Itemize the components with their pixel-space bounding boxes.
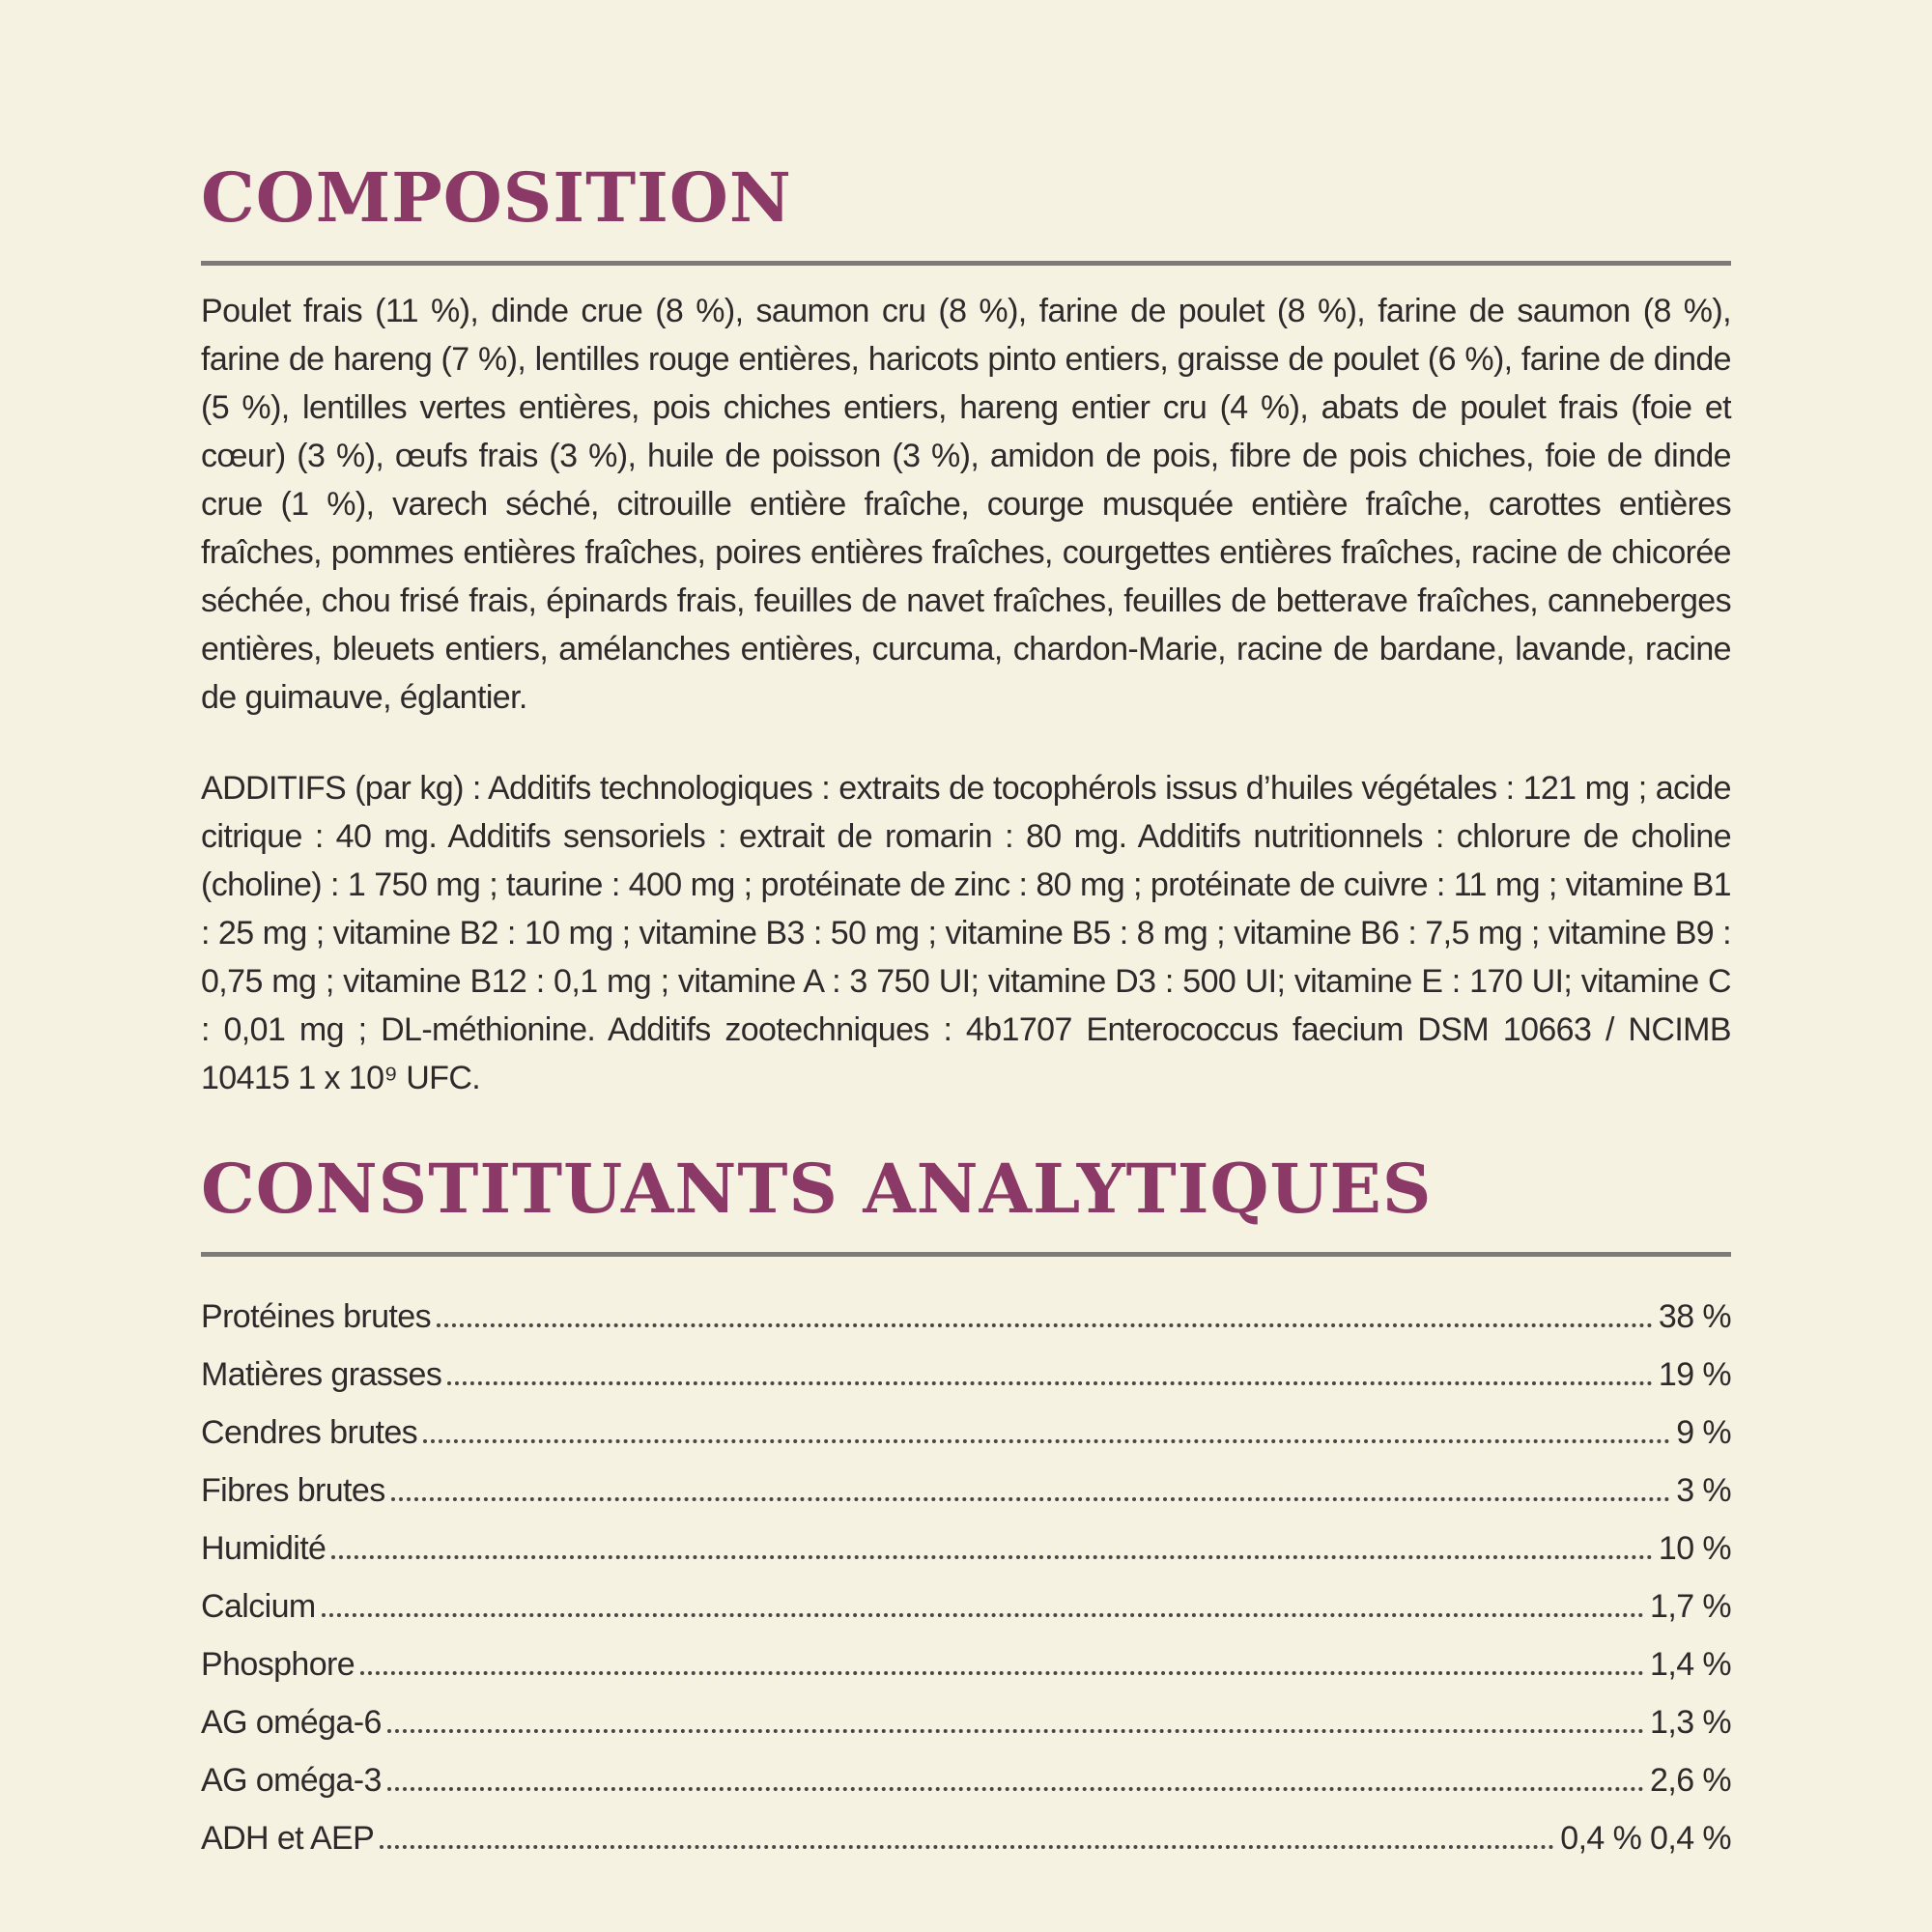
nutrient-name: Humidité [201, 1530, 327, 1567]
nutrient-value: 10 % [1658, 1530, 1731, 1567]
dot-leader [447, 1381, 1653, 1385]
dot-leader [437, 1323, 1653, 1327]
dot-leader [380, 1845, 1554, 1849]
nutrient-value: 1,4 % [1650, 1646, 1731, 1683]
nutrient-name: Calcium [201, 1588, 316, 1625]
nutrient-name: AG oméga-3 [201, 1762, 382, 1799]
nutrient-name: Cendres brutes [201, 1414, 418, 1451]
dot-leader [322, 1613, 1644, 1617]
nutrient-value: 1,7 % [1650, 1588, 1731, 1625]
nutrient-value: 1,3 % [1650, 1704, 1731, 1741]
dot-leader [423, 1439, 1670, 1443]
nutrient-row-matieres-grasses [201, 1336, 1731, 1394]
product-sheet [201, 157, 1731, 1858]
nutrient-list [201, 1278, 1731, 1858]
nutrient-row-ag-omega-3 [201, 1742, 1731, 1800]
nutrient-value: 9 % [1676, 1414, 1731, 1451]
nutrient-row-cendres-brutes [201, 1394, 1731, 1452]
dot-leader [360, 1671, 1644, 1675]
analytical-constituents-section [201, 1149, 1731, 1858]
nutrient-value: 38 % [1658, 1298, 1731, 1335]
composition-section [201, 157, 1731, 1102]
nutrient-name: ADH et AEP [201, 1820, 375, 1857]
nutrient-value: 0,4 % 0,4 % [1560, 1820, 1731, 1857]
analytics-divider [201, 1252, 1731, 1257]
nutrient-row-adh-aep [201, 1800, 1731, 1858]
nutrient-value: 3 % [1676, 1472, 1731, 1509]
composition-title: COMPOSITION [201, 157, 792, 238]
dot-leader [387, 1729, 1644, 1733]
nutrient-row-fibres-brutes [201, 1452, 1731, 1510]
nutrient-row-calcium [201, 1568, 1731, 1626]
nutrient-value: 2,6 % [1650, 1762, 1731, 1799]
additives-paragraph: ADDITIFS (par kg) : Additifs technologiques : extraits de tocophérols issus d’huiles végétales : 121 mg ; acide citrique : 40 mg. Additifs sensoriels : extrait de romarin : 80 mg. Additifs nutritionnels : chlorure de choline (choline) : 1 750 mg ; taurine : 400 mg ; protéinate de zinc : 80 mg ; protéinate de cuivre : 11 mg ; vitamine B1 : 25 mg ; vitamine B2 : 10 mg ; vitamine B3 : 50 mg ; vitamine B5 : 8 mg ; vitamine B6 : 7,5 mg ; vitamine B9 : 0,75 mg ; vitamine B12 : 0,1 mg ; vitamine A : 3 750 UI; vitamine D3 : 500 UI; vitamine E : 170 UI; vitamine C : 0,01 mg ; DL-méthionine. Additifs zootechniques : 4b1707 Enterococcus faecium DSM 10663 / NCIMB 10415 1 x 10⁹ UFC. [201, 770, 1731, 1096]
nutrient-name: Fibres brutes [201, 1472, 385, 1509]
nutrient-row-humidite [201, 1510, 1731, 1568]
dot-leader [331, 1555, 1653, 1559]
nutrient-name: Phosphore [201, 1646, 355, 1683]
nutrient-row-ag-omega-6 [201, 1684, 1731, 1742]
nutrient-row-proteines-brutes [201, 1278, 1731, 1336]
ingredients-paragraph: Poulet frais (11 %), dinde crue (8 %), saumon cru (8 %), farine de poulet (8 %), farine de saumon (8 %), farine de hareng (7 %), lentilles rouge entières, haricots pinto entiers, graisse de poulet (6 %), farine de dinde (5 %), lentilles vertes entières, pois chiches entiers, hareng entier cru (4 %), abats de poulet frais (foie et cœur) (3 %), œufs frais (3 %), huile de poisson (3 %), amidon de pois, fibre de pois chiches, foie de dinde crue (1 %), varech séché, citrouille entière fraîche, courge musquée entière fraîche, carottes entières fraîches, pommes entières fraîches, poires entières fraîches, courgettes entières fraîches, racine de chicorée séchée, chou frisé frais, épinards frais, feuilles de navet fraîches, feuilles de betterave fraîches, canneberges entières, bleuets entiers, amélanches entières, curcuma, chardon-Marie, racine de bardane, lavande, racine de guimauve, églantier. [201, 293, 1731, 716]
composition-divider [201, 261, 1731, 266]
nutrient-value: 19 % [1658, 1356, 1731, 1393]
analytics-title: CONSTITUANTS ANALYTIQUES [201, 1149, 1433, 1229]
dot-leader [391, 1497, 1671, 1501]
dot-leader [387, 1787, 1644, 1791]
nutrient-name: Protéines brutes [201, 1298, 431, 1335]
nutrient-name: Matières grasses [201, 1356, 442, 1393]
nutrient-row-phosphore [201, 1626, 1731, 1684]
nutrient-name: AG oméga-6 [201, 1704, 382, 1741]
